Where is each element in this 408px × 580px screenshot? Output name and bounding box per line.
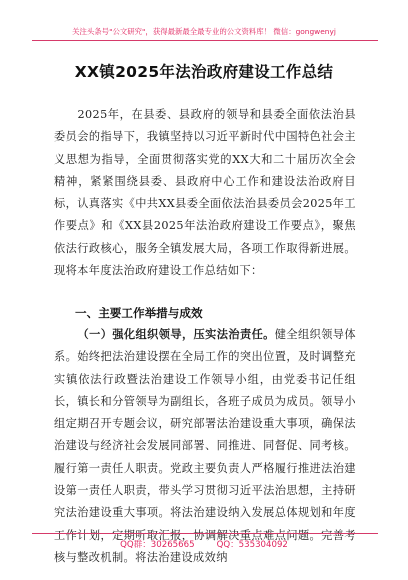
footer-divider xyxy=(32,533,378,534)
document-title: XX镇2025年法治政府建设工作总结 xyxy=(74,63,334,81)
intro-paragraph: 2025年，在县委、县政府的领导和县委全面依法治县委员会的指导下，我镇坚持以习近平新时代中国特色社会主义思想为指导，全面贯彻落实党的XX大和二十届历次全会精神，紧紧围绕县委、县政府中心工作和建设法治政府目标，认真落实《中共XX县委全面依法治县委员会2025年工作要点》和《XX县2025年法治政府建设工作要点》，聚焦依法行政核心，服务全镇发展大局，各项工作取得新进展。现将本年度法治政府建设工作总结如下： xyxy=(54,108,356,278)
header-divider xyxy=(32,40,378,41)
subsection-lead: （一）强化组织领导，压实法治责任。 xyxy=(77,328,275,341)
footer-qq: QQ：535304092 xyxy=(216,540,288,550)
footer xyxy=(0,538,408,550)
section-heading: 一、主要工作举措与成效 xyxy=(75,306,203,320)
subsection-body: 健全组织领导体系。始终把法治建设摆在全局工作的突出位置，及时调整充实镇依法行政暨法治建设工作领导小组，由党委书记任组长，镇长和分管领导为副组长，各班子成员为成员。领导小组定期召开专题会议，研究部署法治建设重大事项，确保法治建设与经济社会发展同部署、同推进、同督促、同考核。履行第一责任人职责。党政主要负责人严格履行推进法治建设第一责任人职责，带头学习贯彻习近平法治思想，主持研究法治建设重大事项。将法治建设纳入发展总体规划和年度工作计划，定期听取汇报，协调解决重点难点问题。完善考核与整改机制。将法治建设成效纳 xyxy=(54,328,356,564)
header-banner: 关注头条号"公文研究"，获得最新最全最专业的公文资料库！ 微信：gongwenyj xyxy=(72,27,336,36)
footer-qq-group: QQ群：30265665 xyxy=(120,540,195,550)
